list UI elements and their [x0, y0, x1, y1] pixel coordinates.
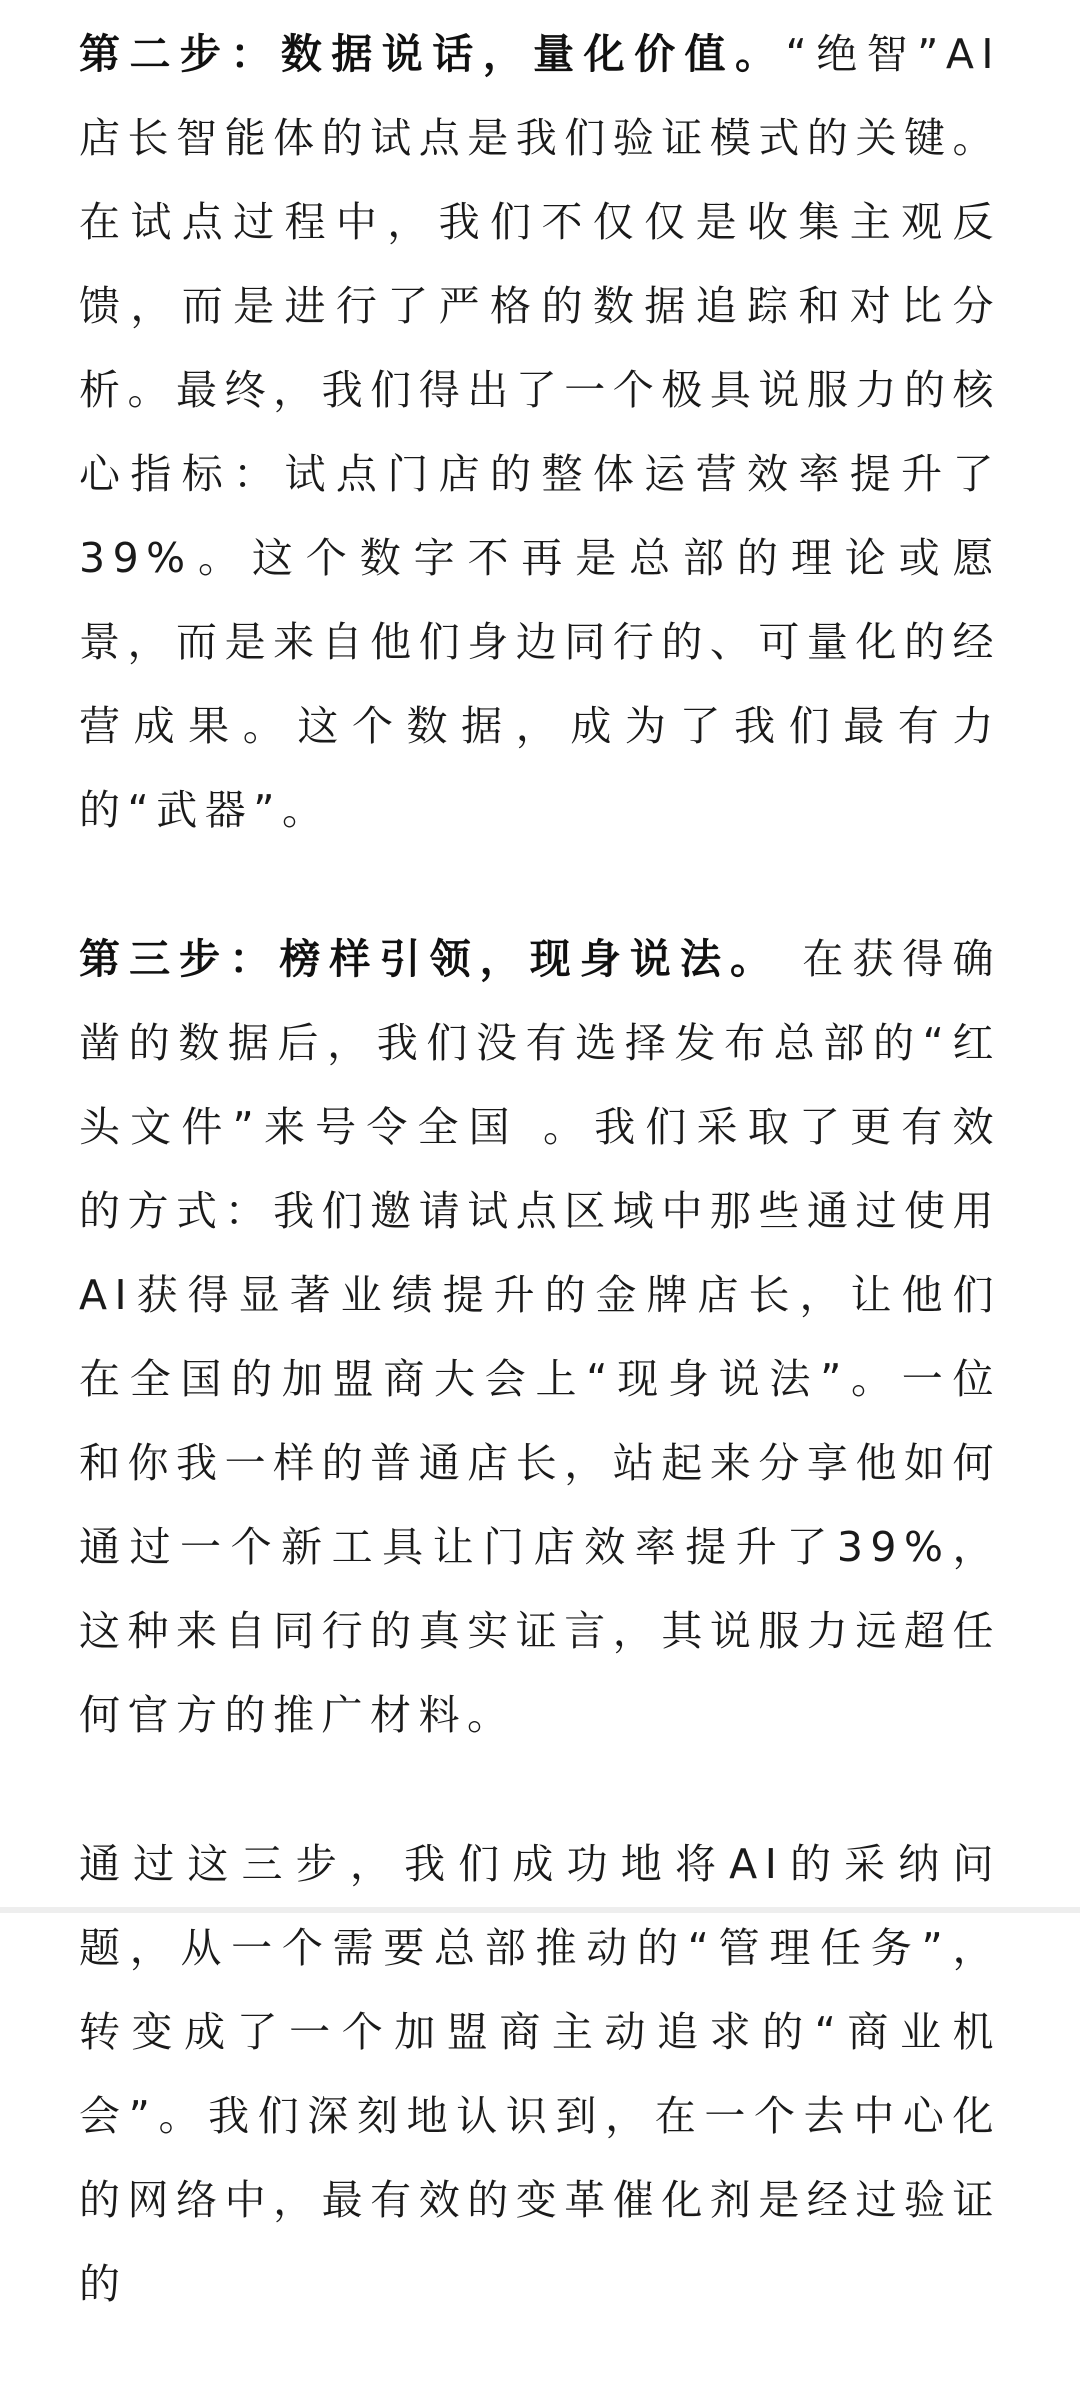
- summary-text: 通过这三步，我们成功地将AI的采纳问题，从一个需要总部推动的“管理任务”，转变成了一个加盟商主动追求的“商业机会”。我们深刻地认识到，在一个去中心化的网络中，最有效的变革催化剂是经过验证的: [79, 1840, 1001, 2308]
- paragraph-summary: [79, 1822, 1001, 2326]
- step-two-text: “绝智”AI店长智能体的试点是我们验证模式的关键。在试点过程中，我们不仅仅是收集主观反馈，而是进行了严格的数据追踪和对比分析。最终，我们得出了一个极具说服力的核心指标：试点门店的整体运营效率提升了39%。这个数字不再是总部的理论或愿景，而是来自他们身边同行的、可量化的经营成果。这个数据，成为了我们最有力的“武器”。: [79, 30, 1001, 834]
- step-three-text: 在获得确凿的数据后，我们没有选择发布总部的“红头文件”来号令全国 。我们采取了更有效的方式：我们邀请试点区域中那些通过使用AI获得显著业绩提升的金牌店长，让他们在全国的加盟商大会上“现身说法”。一位和你我一样的普通店长，站起来分享他如何通过一个新工具让门店效率提升了39%，这种来自同行的真实证言，其说服力远超任何官方的推广材料。: [79, 935, 1001, 1739]
- paragraph-step-three: [79, 917, 1001, 1757]
- paragraph-step-two: [79, 12, 1001, 852]
- page-bottom-edge: [0, 1907, 1080, 1913]
- article-body: [79, 12, 1001, 2391]
- step-two-heading: 第二步：数据说话，量化价值。: [79, 30, 786, 78]
- step-three-heading: 第三步：榜样引领，现身说法。: [79, 935, 781, 983]
